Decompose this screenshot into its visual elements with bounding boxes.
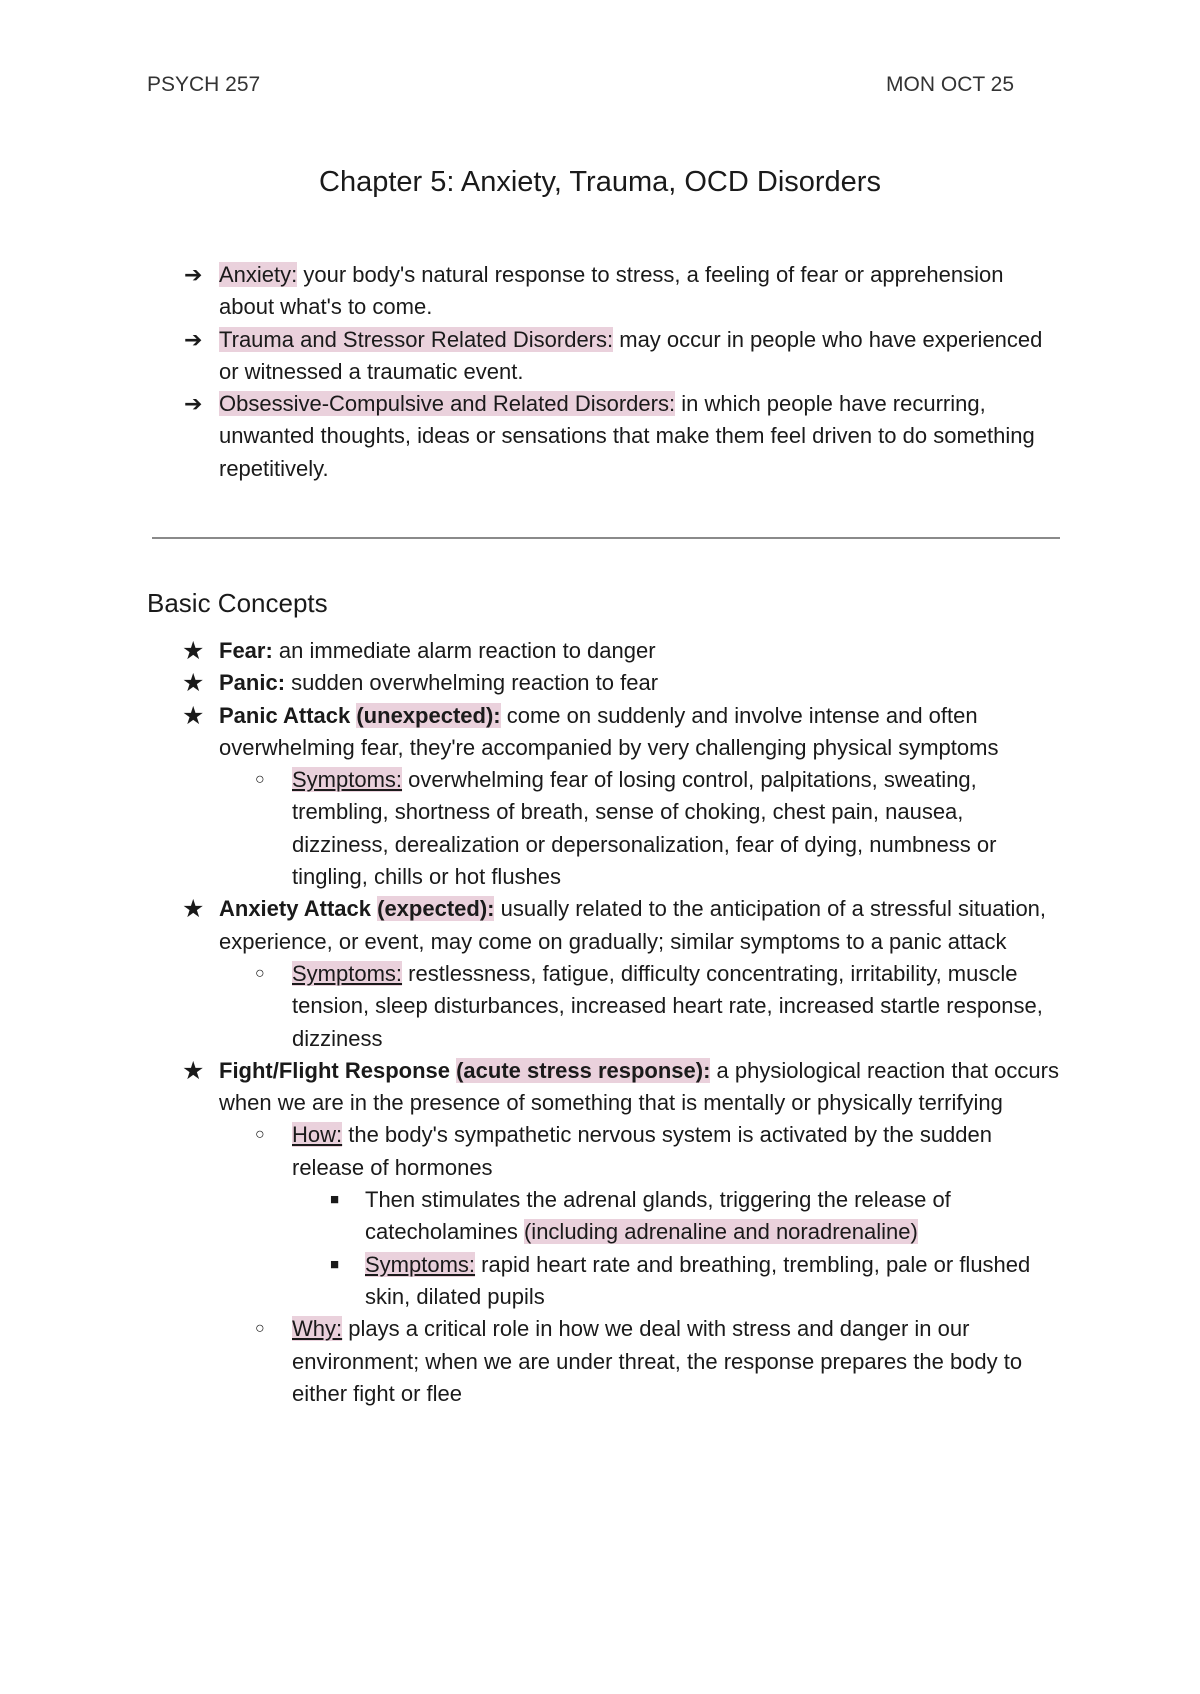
- concept-term: Panic Attack: [219, 702, 357, 728]
- how-label: How:: [292, 1122, 343, 1148]
- concept-text: come on suddenly and involve intense and often overwhelming fear, they're accompanied by very challenging physical symptoms: [219, 702, 999, 760]
- symptoms-text: restlessness, fatigue, difficulty concentrating, irritability, muscle tension, sleep disturbances, increased heart rate, increased startle response, dizziness: [292, 960, 1043, 1051]
- concept-panic-attack: [0, 700, 1059, 765]
- overview-term: Trauma and Stressor Related Disorders:: [219, 326, 614, 352]
- concept-fight-flight: [0, 1055, 1059, 1120]
- why-label: Why:: [292, 1316, 343, 1342]
- concept-term: Panic:: [219, 670, 286, 696]
- page-title: Chapter 5: Anxiety, Trauma, OCD Disorders: [319, 166, 881, 198]
- fight-flight-adrenal: [0, 1184, 1055, 1249]
- star-icon: ★: [182, 637, 205, 665]
- overview-text: may occur in people who have experienced or witnessed a traumatic event.: [219, 326, 1043, 384]
- star-icon: ★: [182, 701, 205, 730]
- circle-bullet-icon: ○: [255, 964, 265, 982]
- overview-item-ocd: [0, 388, 1059, 485]
- concept-text: an immediate alarm reaction to danger: [272, 638, 656, 663]
- concepts-list: [0, 635, 1060, 1410]
- symptoms-text: rapid heart rate and breathing, trembling, pale or flushed skin, dilated pupils: [365, 1251, 1031, 1309]
- circle-bullet-icon: ○: [255, 771, 265, 789]
- concept-qualifier: (unexpected):: [356, 702, 501, 728]
- symptoms-label: Symptoms:: [292, 960, 403, 986]
- overview-item-trauma: [0, 324, 1059, 389]
- concept-qualifier: (acute stress response):: [456, 1057, 711, 1083]
- square-bullet-icon: ■: [330, 1191, 340, 1209]
- why-text: plays a critical role in how we deal with stress and danger in our environment; when we are under threat, the response prepares the body to either fight or flee: [292, 1316, 1023, 1406]
- date-header: MON OCT 25: [886, 73, 1014, 96]
- symptoms-text: overwhelming fear of losing control, palpitations, sweating, trembling, shortness of breath, sense of choking, chest pain, nausea, dizziness, derealization or depersonalization, fear of dying, numbness or tingling, chills or hot flushes: [292, 767, 997, 890]
- horizontal-divider: [152, 537, 1060, 539]
- overview-text: in which people have recurring, unwanted thoughts, ideas or sensations that make them feel driven to do something repetitively.: [219, 391, 1035, 481]
- overview-list: [0, 259, 1059, 485]
- symptoms-label: Symptoms:: [292, 767, 403, 793]
- symptoms-label: Symptoms:: [365, 1251, 476, 1277]
- square-bullet-icon: ■: [330, 1255, 340, 1273]
- fight-flight-symptoms: [0, 1249, 1055, 1314]
- adrenal-text: Then stimulates the adrenal glands, triggering the release of catecholamines: [365, 1187, 951, 1245]
- concept-term: Fear:: [219, 638, 273, 663]
- concept-qualifier: (expected):: [377, 896, 495, 922]
- section-heading: Basic Concepts: [147, 588, 328, 618]
- concept-term: Anxiety Attack: [219, 896, 378, 922]
- panic-attack-symptoms: [0, 764, 1060, 893]
- how-text: the body's sympathetic nervous system is activated by the sudden release of hormones: [292, 1122, 992, 1180]
- concept-text: a physiological reaction that occurs when we are in the presence of something that is mentally or physically terrifying: [219, 1057, 1059, 1116]
- overview-term: Anxiety:: [219, 262, 298, 287]
- concept-anxiety-attack: [0, 893, 1059, 958]
- circle-bullet-icon: ○: [255, 1126, 265, 1144]
- arrow-icon: ➔: [184, 391, 203, 417]
- concept-text: sudden overwhelming reaction to fear: [285, 670, 659, 696]
- fight-flight-how: [0, 1119, 1060, 1184]
- circle-bullet-icon: ○: [255, 1320, 265, 1338]
- overview-text: your body's natural response to stress, a feeling of fear or apprehension about what's to come.: [219, 262, 1004, 320]
- arrow-icon: ➔: [184, 326, 203, 352]
- concept-fear: [0, 635, 1059, 667]
- star-icon: ★: [182, 1056, 205, 1085]
- course-header: PSYCH 257: [147, 73, 261, 96]
- concept-term: Fight/Flight Response: [219, 1057, 457, 1083]
- concept-panic: [0, 667, 1059, 699]
- star-icon: ★: [182, 669, 205, 698]
- overview-item-anxiety: [0, 259, 1059, 324]
- overview-term: Obsessive-Compulsive and Related Disorders:: [219, 391, 676, 417]
- adrenal-highlight: (including adrenaline and noradrenaline): [523, 1219, 918, 1245]
- arrow-icon: ➔: [184, 262, 203, 287]
- star-icon: ★: [182, 895, 205, 924]
- concept-text: usually related to the anticipation of a stressful situation, experience, or event, may come on gradually; similar symptoms to a panic attack: [219, 896, 1047, 954]
- fight-flight-why: [0, 1313, 1060, 1410]
- anxiety-attack-symptoms: [0, 958, 1060, 1055]
